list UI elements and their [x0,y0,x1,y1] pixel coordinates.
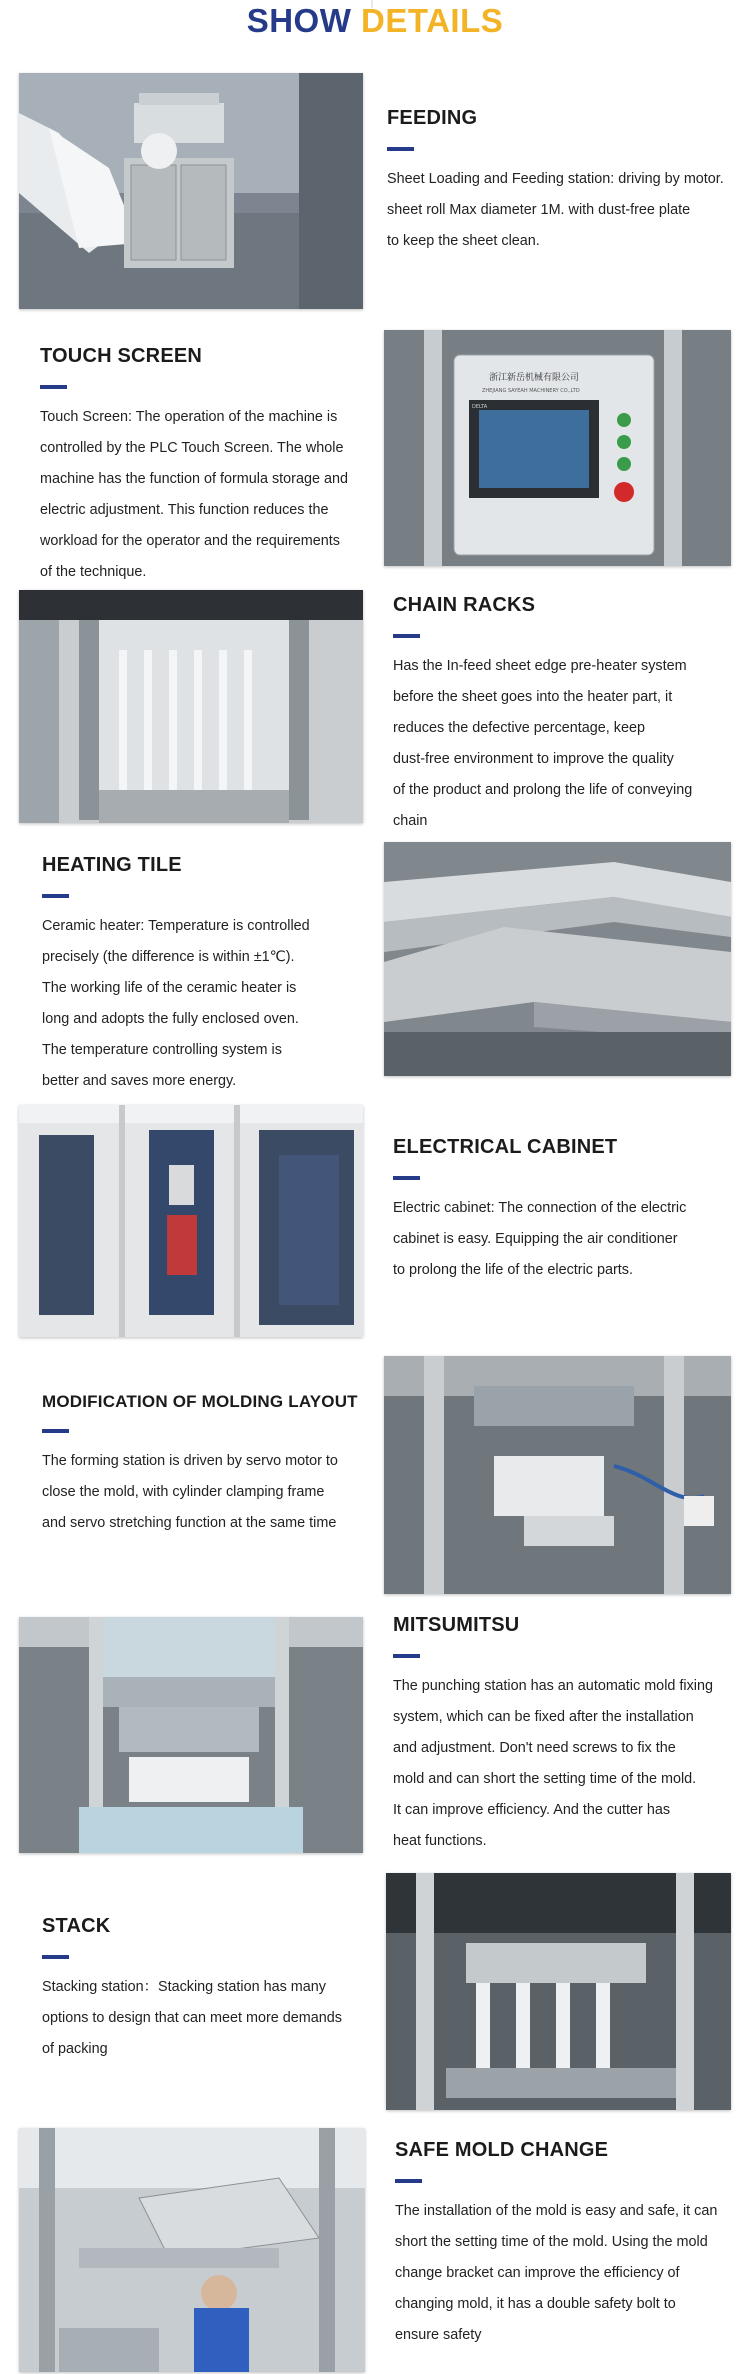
text-line: chain [393,813,428,829]
text-line: of the product and prolong the life of conveying [393,782,693,798]
text-line: sheet roll Max diameter 1M. with dust-free plate [387,202,691,218]
section-feeding [387,107,737,257]
text-line: heat functions. [393,1833,487,1849]
page-header [0,0,750,40]
text-line: and servo stretching function at the same time [42,1515,337,1531]
feeding-photo [19,73,363,309]
text-line: long and adopts the fully enclosed oven. [42,1011,299,1027]
accent-bar [42,894,69,898]
text-line: of packing [42,2041,108,2057]
text-line: The installation of the mold is easy and safe, it can [395,2203,718,2219]
text-line: of the technique. [40,564,147,580]
text-line: workload for the operator and the requirements [40,533,340,549]
molding-layout-photo [384,1356,731,1594]
panel-brand-sub: ZHEJIANG SAYEAH MACHINERY CO.,LTD [482,388,580,394]
section-electrical-cabinet [393,1136,738,1286]
text-line: before the sheet goes into the heater part, it [393,689,673,705]
text-line: Stacking station：Stacking station has many [42,1979,326,1995]
accent-bar [393,634,420,638]
accent-bar [393,1176,420,1180]
section-title: ELECTRICAL CABINET [393,1136,618,1158]
touch-screen-photo [384,330,731,566]
section-molding-layout [42,1392,382,1539]
text-line: reduces the defective percentage, keep [393,720,646,736]
page-title [0,2,750,40]
text-line: better and saves more energy. [42,1073,237,1089]
accent-bar [40,385,67,389]
mitsumitsu-photo [19,1617,363,1853]
section-touch-screen [40,345,380,588]
text-line: electric adjustment. This function reduces the [40,502,329,518]
text-line: change bracket can improve the efficiency of [395,2265,680,2281]
text-line: cabinet is easy. Equipping the air conditioner [393,1231,678,1247]
text-line: Sheet Loading and Feeding station: driving by motor. [387,171,724,187]
section-safe-mold-change [395,2139,745,2351]
text-line: short the setting time of the mold. Using the mold [395,2234,708,2250]
section-heating-tile [42,854,382,1097]
text-line: close the mold, with cylinder clamping frame [42,1484,325,1500]
text-line: The temperature controlling system is [42,1042,282,1058]
panel-brand-text: 浙江新岳机械有限公司 [489,373,580,383]
text-line: to prolong the life of the electric parts. [393,1262,633,1278]
section-stack [42,1915,382,2065]
text-line: precisely (the difference is within ±1℃). [42,949,295,965]
safe-mold-change-photo [19,2128,365,2372]
text-line: options to design that can meet more demands [42,2010,342,2026]
title-details: DETAILS [361,2,504,39]
section-title: CHAIN RACKS [393,594,536,616]
electrical-cabinet-photo [19,1105,363,1337]
section-title: MODIFICATION OF MOLDING LAYOUT [42,1392,358,1411]
text-line: Ceramic heater: Temperature is controlled [42,918,310,934]
text-line: controlled by the PLC Touch Screen. The whole [40,440,344,456]
text-line: The punching station has an automatic mold fixing [393,1678,713,1694]
section-mitsumitsu [393,1614,738,1857]
section-title: FEEDING [387,107,478,129]
stack-photo [386,1873,731,2110]
text-line: to keep the sheet clean. [387,233,540,249]
text-line: mold and can short the setting time of the mold. [393,1771,697,1787]
section-title: TOUCH SCREEN [40,345,203,367]
accent-bar [42,1429,69,1433]
text-line: It can improve efficiency. And the cutter has [393,1802,671,1818]
text-line: changing mold, it has a double safety bolt to [395,2296,676,2312]
text-line: Touch Screen: The operation of the machine is [40,409,338,425]
text-line: The forming station is driven by servo motor to [42,1453,338,1469]
text-line: Electric cabinet: The connection of the electric [393,1200,687,1216]
section-title: SAFE MOLD CHANGE [395,2139,609,2161]
hmi-brand: DELTA [472,404,488,410]
chain-racks-photo [19,590,363,823]
text-line: Has the In-feed sheet edge pre-heater system [393,658,687,674]
accent-bar [42,1955,69,1959]
section-chain-racks [393,594,738,837]
text-line: and adjustment. Don't need screws to fix the [393,1740,676,1756]
section-title: HEATING TILE [42,854,182,876]
heating-tile-photo [384,842,731,1076]
accent-bar [393,1654,420,1658]
text-line: machine has the function of formula storage and [40,471,348,487]
text-line: ensure safety [395,2327,482,2343]
accent-bar [395,2179,422,2183]
title-show: SHOW [246,2,352,39]
section-title: MITSUMITSU [393,1614,520,1636]
accent-bar [387,147,414,151]
text-line: system, which can be fixed after the installation [393,1709,694,1725]
text-line: dust-free environment to improve the quality [393,751,674,767]
section-title: STACK [42,1915,111,1937]
text-line: The working life of the ceramic heater is [42,980,297,996]
